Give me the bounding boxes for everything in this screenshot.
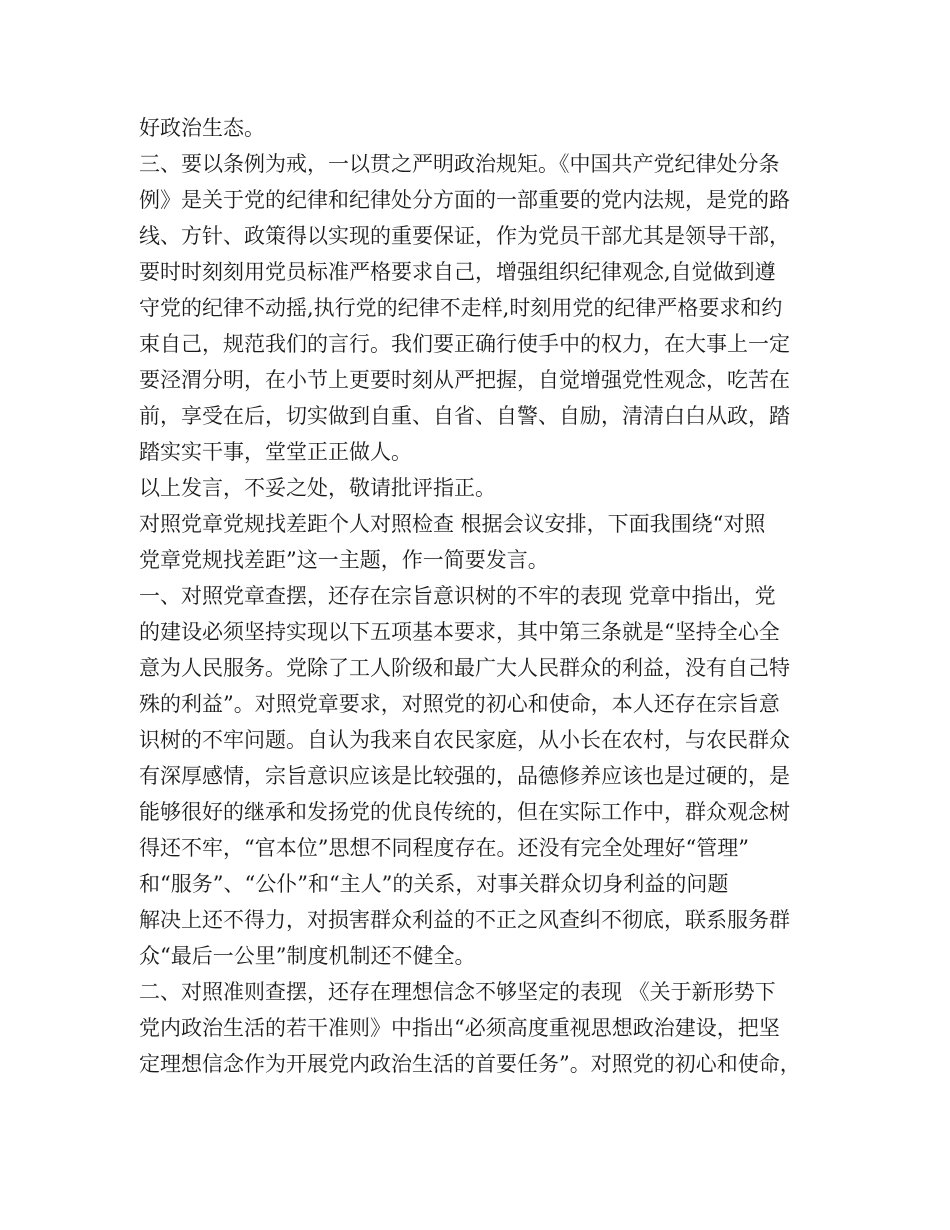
- text-line: 一、对照党章查摆，还存在宗旨意识树的不牢的表现 党章中指出，党: [139, 584, 776, 608]
- text-line: 要时时刻刻用党员标准严格要求自己，增强组织纪律观念,自觉做到遵: [139, 260, 776, 284]
- text-line: 的建设必须坚持实现以下五项基本要求，其中第三条就是“坚持全心全: [139, 620, 780, 644]
- text-line: 有深厚感情，宗旨意识应该是比较强的，品德修养应该也是过硬的，是: [139, 764, 790, 788]
- document-body: [139, 110, 829, 1082]
- text-line: 例》是关于党的纪律和纪律处分方面的一部重要的党内法规，是党的路: [139, 188, 790, 212]
- text-line: 殊的利益”。对照党章要求，对照党的初心和使命，本人还存在宗旨意: [139, 692, 780, 716]
- text-line: 线、方针、政策得以实现的重要保证，作为党员干部尤其是领导干部，: [139, 224, 790, 248]
- text-line: 识树的不牢问题。自认为我来自农民家庭，从小长在农村，与农民群众: [139, 728, 790, 752]
- text-line: 三、要以条例为戒，一以贯之严明政治规矩。《中国共产党纪律处分条: [139, 152, 780, 176]
- text-line: 要泾渭分明，在小节上更要时刻从严把握，自觉增强党性观念，吃苦在: [139, 368, 790, 392]
- text-line: 解决上还不得力，对损害群众利益的不正之风查纠不彻底，联系服务群: [139, 908, 790, 932]
- text-line: 党内政治生活的若干准则》中指出“必须高度重视思想政治建设，把坚: [139, 1016, 780, 1040]
- text-line: 对照党章党规找差距个人对照检查 根据会议安排，下面我围绕“对照: [139, 512, 766, 536]
- text-line: 踏实实干事，堂堂正正做人。: [139, 440, 412, 464]
- text-line: 前，享受在后，切实做到自重、自省、自警、自励，清清白白从政，踏: [139, 404, 790, 428]
- text-line: 意为人民服务。党除了工人阶级和最广大人民群众的利益，没有自己特: [139, 656, 790, 680]
- text-line: 众“最后一公里”制度机制还不健全。: [139, 944, 476, 968]
- text-line: 能够很好的继承和发扬党的优良传统的，但在实际工作中，群众观念树: [139, 800, 790, 824]
- text-line: 以上发言，不妥之处，敬请批评指正。: [139, 476, 496, 500]
- text-line: 得还不牢，“官本位”思想不同程度存在。还没有完全处理好“管理”: [139, 836, 749, 860]
- text-line: 二、对照准则查摆，还存在理想信念不够坚定的表现 《关于新形势下: [139, 980, 776, 1004]
- text-line: 好政治生态。: [139, 116, 265, 140]
- text-line: 束自己，规范我们的言行。我们要正确行使手中的权力，在大事上一定: [139, 332, 790, 356]
- text-line: 定理想信念作为开展党内政治生活的首要任务”。对照党的初心和使命，: [139, 1052, 801, 1076]
- text-line: 和“服务”、“公仆”和“主人”的关系，对事关群众切身利益的问题: [139, 872, 729, 896]
- text-line: 守党的纪律不动摇,执行党的纪律不走样,时刻用党的纪律严格要求和约: [139, 296, 783, 320]
- text-line: 党章党规找差距”这一主题，作一简要发言。: [139, 548, 549, 572]
